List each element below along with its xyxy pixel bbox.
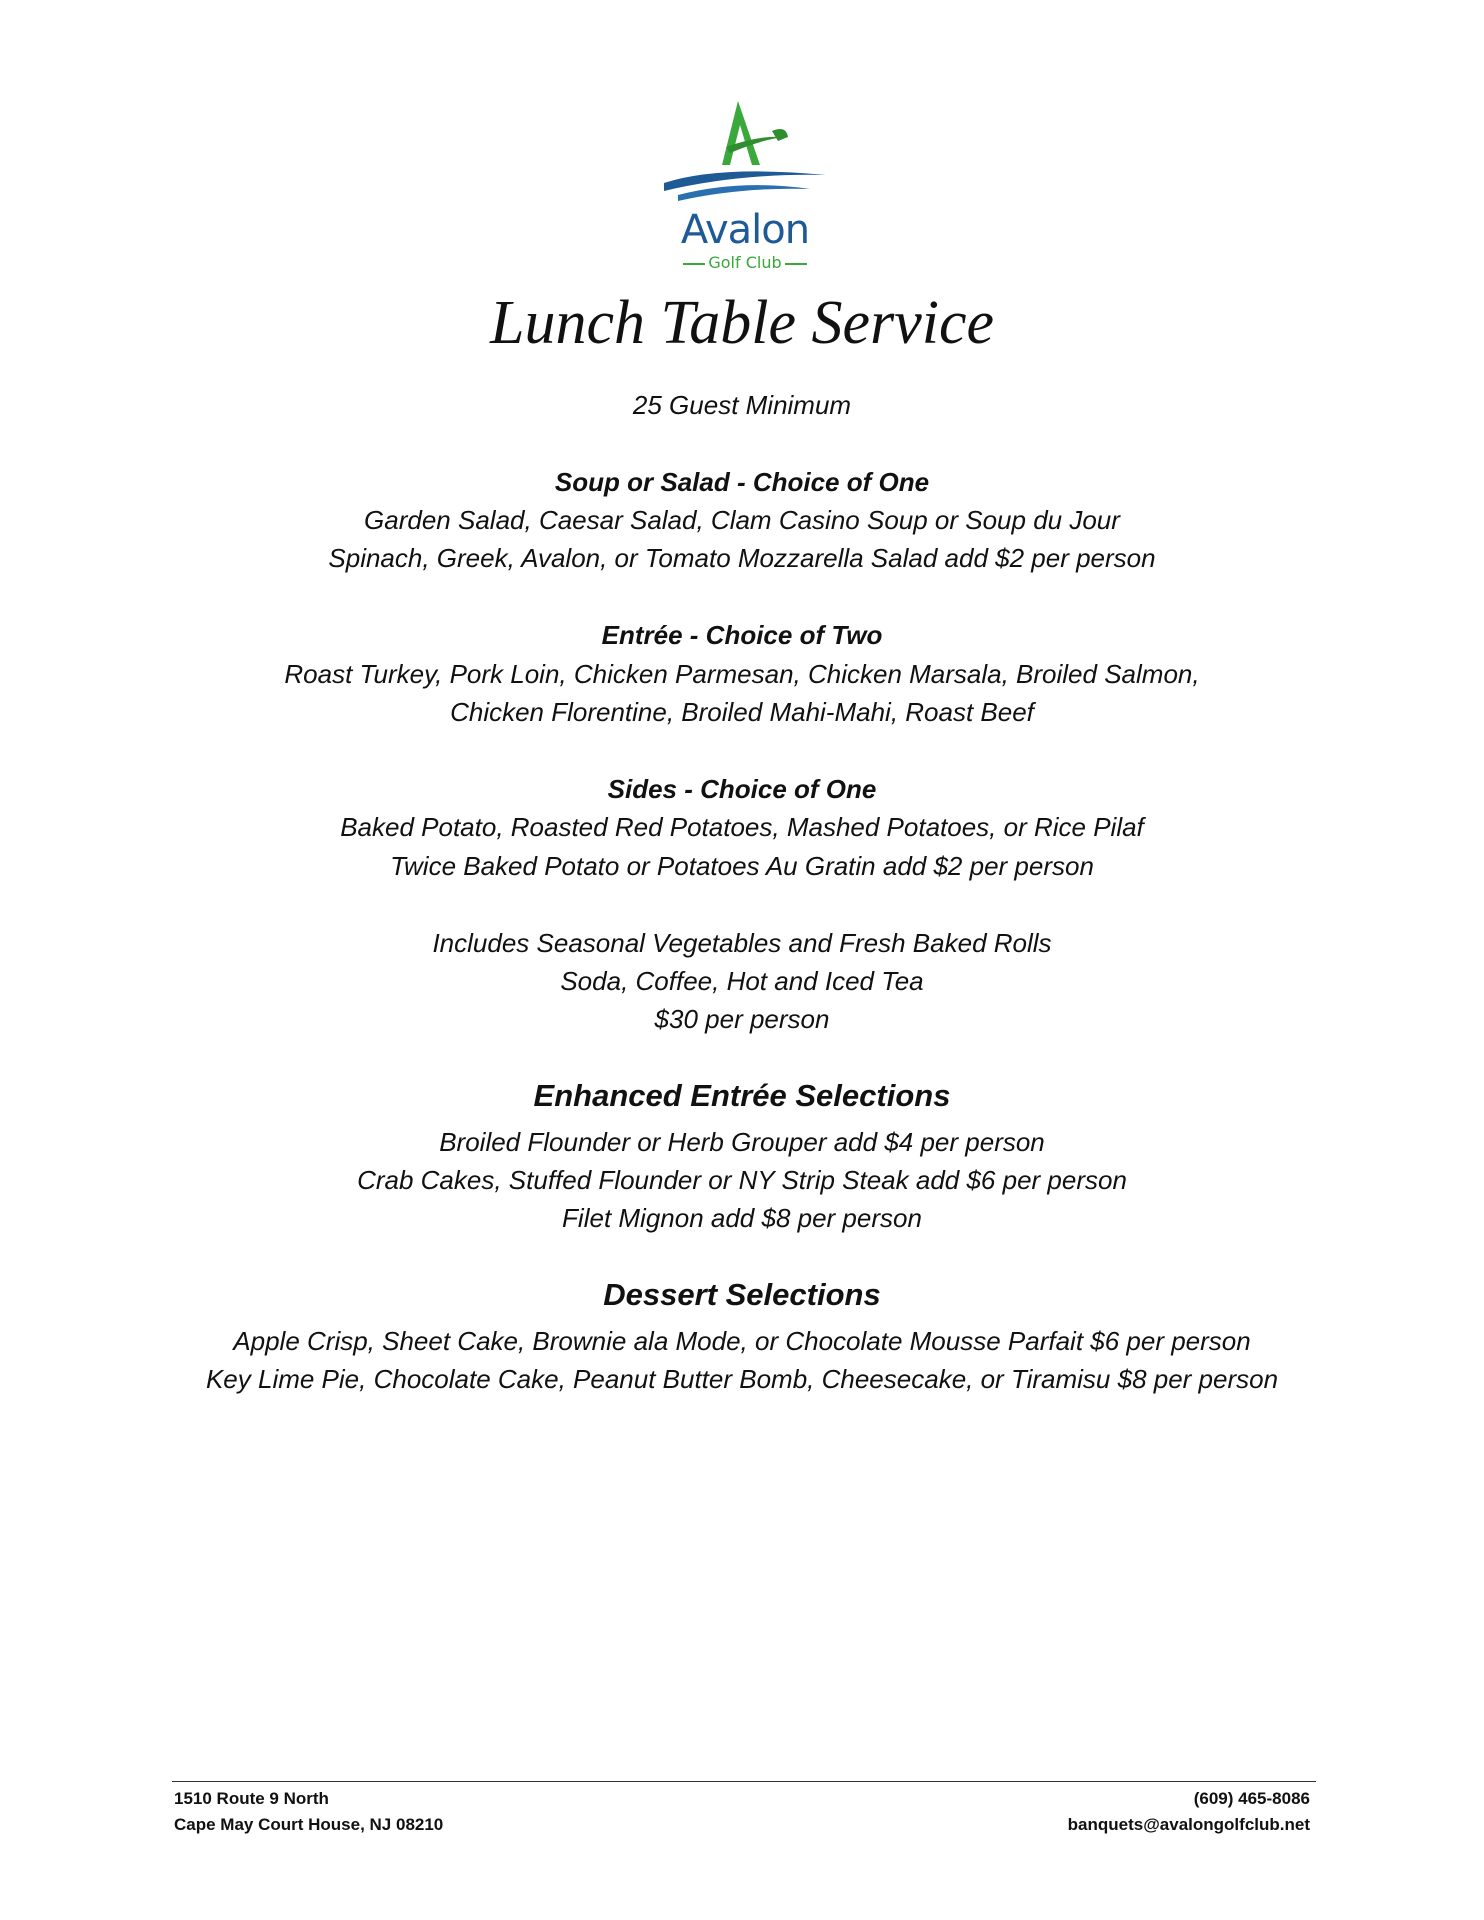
footer-address: [174, 1786, 443, 1838]
soup-salad-line: Spinach, Greek, Avalon, or Tomato Mozzarella Salad add $2 per person: [328, 543, 1156, 573]
enhanced-line: Crab Cakes, Stuffed Flounder or NY Strip Steak add $6 per person: [357, 1165, 1127, 1195]
entree-line: Roast Turkey, Pork Loin, Chicken Parmesan, Chicken Marsala, Broiled Salmon,: [284, 659, 1200, 689]
logo-subtitle-text: Golf Club: [708, 253, 782, 272]
includes-line: Includes Seasonal Vegetables and Fresh Baked Rolls: [432, 928, 1052, 958]
sides-line: Twice Baked Potato or Potatoes Au Gratin add $2 per person: [390, 851, 1094, 881]
enhanced-heading: Enhanced Entrée Selections: [533, 1078, 951, 1113]
phone-number: (609) 465-8086: [1193, 1789, 1310, 1808]
sides-heading: Sides - Choice of One: [607, 774, 877, 804]
guest-minimum: 25 Guest Minimum: [632, 390, 852, 420]
golfer-swoosh-icon: [660, 95, 830, 205]
footer-divider: [172, 1781, 1316, 1782]
entree-line: Chicken Florentine, Broiled Mahi-Mahi, Roast Beef: [450, 697, 1034, 727]
dessert-line: Apple Crisp, Sheet Cake, Brownie ala Mode, or Chocolate Mousse Parfait $6 per person: [233, 1326, 1251, 1356]
logo-subtitle: [660, 253, 830, 272]
enhanced-line: Filet Mignon add $8 per person: [562, 1203, 922, 1233]
price-per-person: $30 per person: [654, 1004, 830, 1034]
address-line-1: 1510 Route 9 North: [174, 1789, 329, 1808]
sides-line: Baked Potato, Roasted Red Potatoes, Mashed Potatoes, or Rice Pilaf: [340, 812, 1144, 842]
includes-line: Soda, Coffee, Hot and Iced Tea: [560, 966, 924, 996]
footer-contact: [1068, 1786, 1310, 1838]
soup-salad-line: Garden Salad, Caesar Salad, Clam Casino Soup or Soup du Jour: [364, 505, 1120, 535]
logo-wordmark: Avalon: [680, 207, 810, 253]
dessert-line: Key Lime Pie, Chocolate Cake, Peanut Butter Bomb, Cheesecake, or Tiramisu $8 per person: [205, 1364, 1279, 1394]
entree-heading: Entrée - Choice of Two: [601, 620, 883, 650]
soup-salad-heading: Soup or Salad - Choice of One: [554, 467, 930, 497]
email-address: banquets@avalongolfclub.net: [1067, 1815, 1310, 1834]
enhanced-line: Broiled Flounder or Herb Grouper add $4 per person: [439, 1127, 1045, 1157]
avalon-logo: [660, 95, 830, 275]
address-line-2: Cape May Court House, NJ 08210: [174, 1815, 444, 1834]
dessert-heading: Dessert Selections: [603, 1277, 881, 1312]
page-title: Lunch Table Service: [490, 289, 994, 357]
